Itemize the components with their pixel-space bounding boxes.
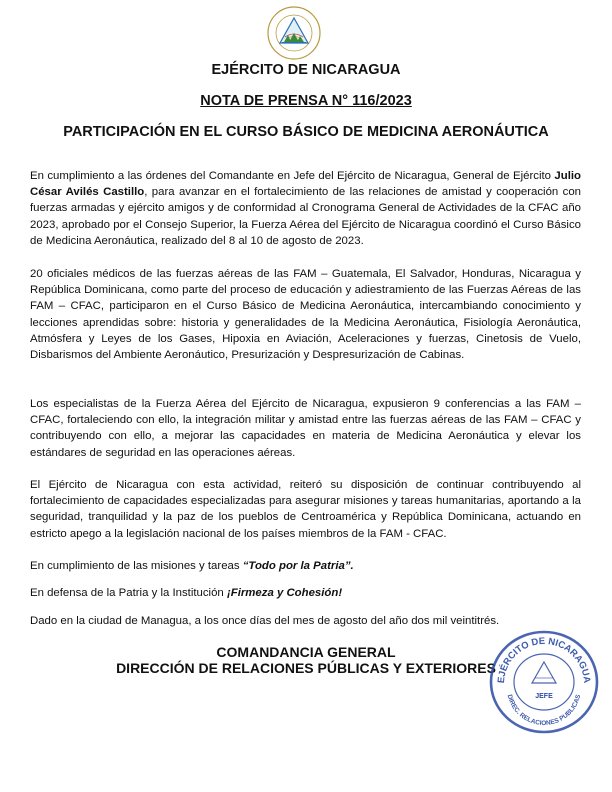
paragraph-1 <box>30 168 581 249</box>
svg-text:JEFE: JEFE <box>535 693 553 700</box>
signature-line-1: COMANDANCIA GENERAL <box>216 644 396 660</box>
motto-firmeza-y-cohesion: ¡Firmeza y Cohesión! <box>226 587 343 599</box>
official-stamp-icon <box>487 628 601 736</box>
paragraph-6-text: En defensa de la Patria y la Institución <box>30 587 227 599</box>
paragraph-5 <box>30 558 581 574</box>
nicaragua-coat-of-arms-icon <box>264 5 324 61</box>
paragraph-7 <box>30 613 581 629</box>
paragraph-1-intro: En cumplimiento a las órdenes del Comandante en Jefe del Ejército de Nicaragua, General de Ejército <box>30 170 555 182</box>
date-line: Dado en la ciudad de Managua, a los once días del mes de agosto del año dos mil veintitrés. <box>30 615 500 627</box>
svg-text:DIREC. RELACIONES PUBLICAS: DIREC. RELACIONES PUBLICAS <box>505 693 583 728</box>
signature-line-2: DIRECCIÓN DE RELACIONES PÚBLICAS Y EXTERIORES <box>116 660 496 676</box>
paragraph-3 <box>30 396 581 461</box>
motto-todo-por-la-patria: “Todo por la Patria”. <box>242 560 354 572</box>
paragraph-5-text: En cumplimiento de las misiones y tareas <box>30 560 243 572</box>
paragraph-3-text: Los especialistas de la Fuerza Aérea del Ejército de Nicaragua, expusieron 9 conferencias a las FAM – CFAC, fortaleciendo con ello, la integración militar y amistad entre las fuerzas aéreas de las FAM – CFAC y contribuyendo con ello, a mejorar las capacidades en materia de Medicina Aeronáutica y elevar los estándares de seguridad en las operaciones aéreas. <box>30 398 581 459</box>
press-note-number: NOTA DE PRENSA N° 116/2023 <box>200 93 412 109</box>
paragraph-6 <box>30 585 581 601</box>
paragraph-4 <box>30 477 581 542</box>
svg-text:EJÉRCITO DE NICARAGUA: EJÉRCITO DE NICARAGUA <box>495 635 593 684</box>
paragraph-2-text: 20 oficiales médicos de las fuerzas aéreas de las FAM – Guatemala, El Salvador, Honduras, Nicaragua y República Dominicana, como parte del proceso de educación y adiestramiento de las Fuerzas Aéreas de las FAM – CFAC, participaron en el Curso Básico de Medicina Aeronáutica, intercambiando conocimiento y lecciones aprendidas sobre: historia y generalidades de la Medicina Aeronáutica, Fisiología Aeronáutica, Atmósfera y Leyes de los Gases, Hipoxia en Aviación, Aceleraciones y fuerzas, Cinetosis de Vuelo, Disbarismos del Ambiente Aeronáutico, Presurización y Despresurización de Cabinas. <box>30 268 581 362</box>
paragraph-4-text: El Ejército de Nicaragua con esta actividad, reiteró su disposición de continuar contribuyendo al fortalecimiento de capacidades especializadas para asegurar misiones y tareas humanitarias, aportando a la seguridad, tranquilidad y la paz de los pueblos de Centroamérica y República Dominicana, actuando en estricto apego a la legislación nacional de los países miembros de la FAM - CFAC. <box>30 479 581 540</box>
commander-name: Julio César Avilés Castillo <box>30 170 581 199</box>
paragraph-2 <box>30 266 581 363</box>
paragraph-1-rest: , para avanzar en el fortalecimiento de las relaciones de amistad y cooperación con fuerzas armadas y ejército amigos y de conformidad al Cronograma General de Actividades de la CFAC año 2023, aprobado por el Consejo Superior, la Fuerza Aérea del Ejército de Nicaragua coordinó el Curso Básico de Medicina Aeronáutica, realizado del 8 al 10 de agosto de 2023. <box>30 186 581 247</box>
organization-title: EJÉRCITO DE NICARAGUA <box>211 62 401 78</box>
headline: PARTICIPACIÓN EN EL CURSO BÁSICO DE MEDICINA AERONÁUTICA <box>63 124 549 140</box>
